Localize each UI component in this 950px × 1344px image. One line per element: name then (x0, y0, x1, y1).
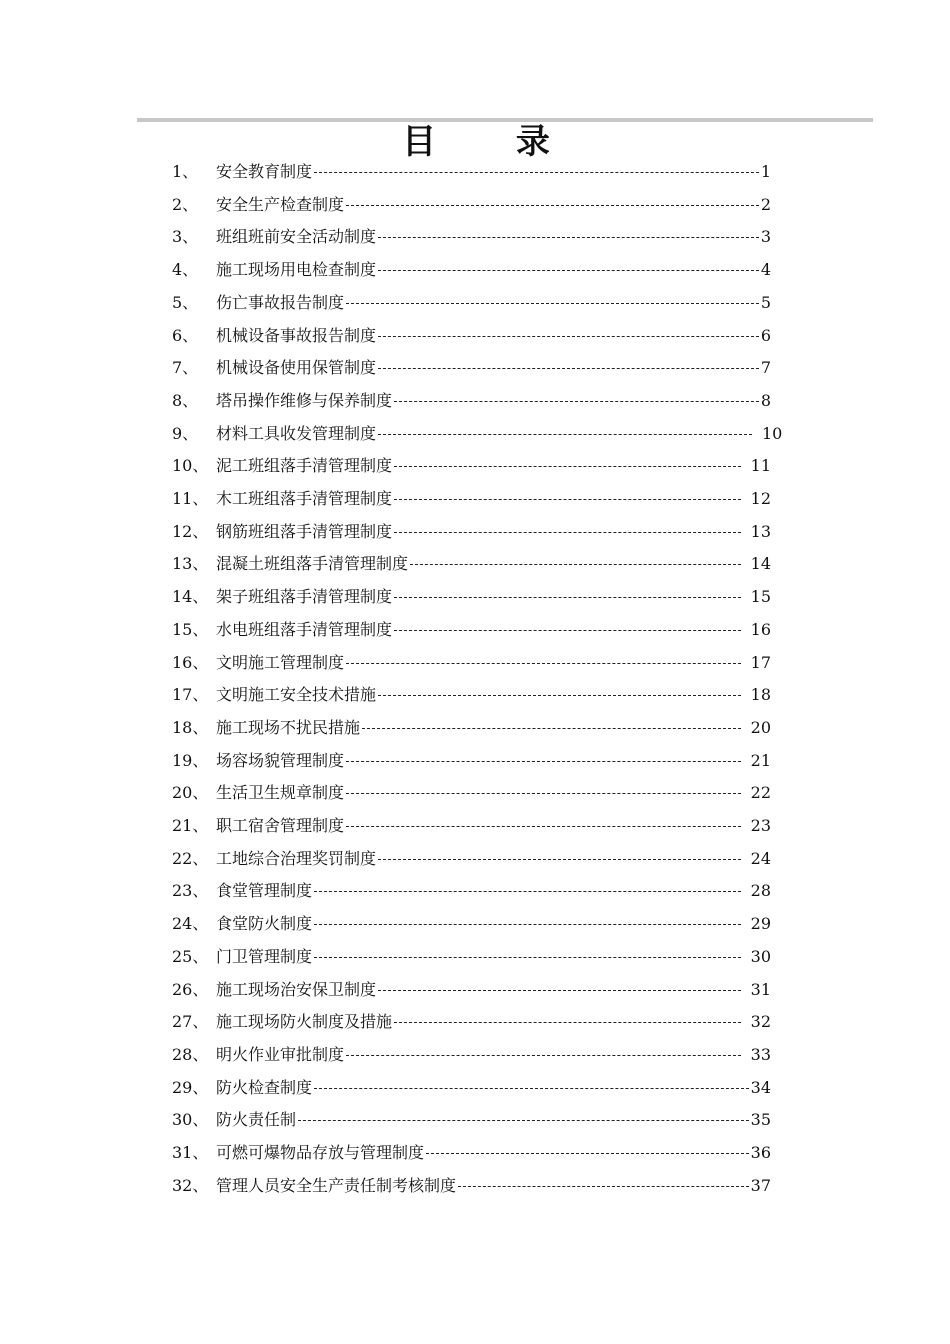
toc-entry-title: 文明施工管理制度 (216, 652, 345, 672)
toc-entry-title: 生活卫生规章制度 (216, 783, 345, 803)
toc-entry[interactable] (0, 810, 950, 842)
toc-entry-number: 2、 (172, 194, 199, 214)
toc-entry-title: 门卫管理制度 (216, 946, 313, 966)
toc-entry-title: 安全生产检查制度 (216, 194, 345, 214)
toc-entry-title: 材料工具收发管理制度 (216, 423, 377, 443)
toc-leader-line (378, 990, 741, 991)
toc-entry-title: 施工现场防火制度及措施 (216, 1012, 393, 1032)
toc-entry-title: 混凝土班组落手清管理制度 (216, 554, 409, 574)
toc-leader-line (378, 695, 741, 696)
toc-leader-line (346, 303, 759, 304)
toc-entry-title: 可燃可爆物品存放与管理制度 (216, 1143, 425, 1162)
toc-entry-number: 23、 (172, 881, 209, 901)
toc-entry-number: 28、 (172, 1044, 209, 1064)
toc-entry[interactable] (0, 647, 950, 679)
toc-leader-line (346, 205, 759, 206)
toc-entry-title: 安全教育制度 (216, 162, 313, 181)
toc-entry-number: 22、 (172, 848, 209, 868)
toc-entry[interactable] (0, 1072, 950, 1104)
toc-entry-title: 明火作业审批制度 (216, 1044, 345, 1064)
toc-entry-page: 28 (750, 881, 771, 901)
toc-entry[interactable] (0, 875, 950, 907)
toc-entry[interactable] (0, 320, 950, 352)
toc-entry-title: 职工宿舍管理制度 (216, 816, 345, 835)
toc-entry[interactable] (0, 712, 950, 744)
toc-entry-number: 24、 (172, 914, 209, 934)
toc-entry-page: 37 (750, 1175, 771, 1195)
toc-entry-number: 1、 (172, 162, 199, 181)
toc-entry-number: 20、 (172, 783, 209, 803)
toc-leader-line (378, 237, 759, 238)
toc-entry[interactable] (0, 777, 950, 809)
toc-entry-title: 机械设备使用保管制度 (216, 358, 377, 378)
toc-leader-line (298, 1120, 749, 1121)
toc-entry-page: 21 (750, 750, 771, 770)
toc-entry[interactable] (0, 679, 950, 711)
toc-entry-number: 18、 (172, 717, 209, 737)
toc-entry-page: 8 (760, 390, 771, 410)
toc-entry-page: 29 (750, 914, 771, 934)
toc-entry-title: 食堂防火制度 (216, 914, 313, 934)
toc-entry-page: 33 (750, 1044, 771, 1064)
toc-entry-page: 31 (750, 979, 771, 999)
toc-leader-line (314, 172, 759, 173)
toc-leader-line (362, 728, 741, 729)
toc-entry-number: 5、 (172, 292, 199, 312)
toc-leader-line (378, 270, 759, 271)
toc-entry-page: 17 (750, 652, 771, 672)
toc-entry-page: 18 (750, 685, 771, 705)
toc-entry-number: 12、 (172, 521, 209, 541)
toc-leader-line (410, 564, 741, 565)
toc-entry-page: 35 (750, 1110, 771, 1130)
toc-entry-page: 13 (750, 521, 771, 541)
toc-entry-title: 文明施工安全技术措施 (216, 685, 377, 705)
toc-entry-number: 6、 (172, 325, 199, 345)
toc-entry-title: 施工现场治安保卫制度 (216, 979, 377, 999)
toc-entry[interactable] (0, 221, 950, 253)
toc-entry[interactable] (0, 581, 950, 613)
toc-entry-number: 29、 (172, 1077, 209, 1097)
toc-leader-line (346, 663, 741, 664)
toc-entry-page: 2 (760, 194, 771, 214)
toc-entry[interactable] (0, 974, 950, 1006)
toc-entry-page: 36 (750, 1143, 771, 1162)
toc-entry-page: 6 (760, 325, 771, 345)
toc-entry-title: 工地综合治理奖罚制度 (216, 848, 377, 868)
toc-entry-title: 泥工班组落手清管理制度 (216, 456, 393, 476)
toc-entry-page: 30 (750, 946, 771, 966)
toc-leader-line (346, 761, 741, 762)
toc-entry-page: 7 (760, 358, 771, 378)
toc-entry[interactable] (0, 1104, 950, 1136)
toc-entry-page: 14 (750, 554, 771, 574)
toc-leader-line (378, 434, 752, 435)
toc-entry-title: 防火责任制 (216, 1110, 297, 1130)
toc-entry-page: 20 (750, 717, 771, 737)
toc-leader-line (346, 1055, 741, 1056)
toc-entry-number: 32、 (172, 1175, 209, 1195)
toc-leader-line (458, 1186, 749, 1187)
toc-entry[interactable] (0, 516, 950, 548)
toc-leader-line (394, 630, 741, 631)
toc-entry-title: 防火检查制度 (216, 1077, 313, 1097)
toc-entry-number: 14、 (172, 587, 209, 607)
toc-entry-page: 32 (750, 1012, 771, 1032)
toc-entry-number: 10、 (172, 456, 209, 476)
toc-leader-line (314, 924, 741, 925)
toc-entry-number: 27、 (172, 1012, 209, 1032)
toc-entry[interactable] (0, 450, 950, 482)
toc-entry[interactable] (0, 483, 950, 515)
toc-entry-title: 水电班组落手清管理制度 (216, 619, 393, 639)
toc-leader-line (314, 891, 741, 892)
toc-leader-line (394, 499, 741, 500)
toc-leader-line (394, 532, 741, 533)
toc-entry[interactable] (0, 548, 950, 580)
toc-entry-number: 17、 (172, 685, 209, 705)
toc-entry-number: 8、 (172, 390, 199, 410)
toc-entry-number: 21、 (172, 816, 209, 835)
toc-entry[interactable] (0, 1039, 950, 1071)
toc-entry-number: 3、 (172, 227, 199, 247)
toc-entry-number: 31、 (172, 1143, 209, 1162)
toc-entry-page: 15 (750, 587, 771, 607)
toc-entry-number: 9、 (172, 423, 199, 443)
toc-entry-title: 管理人员安全生产责任制考核制度 (216, 1175, 457, 1195)
toc-entry[interactable] (0, 189, 950, 221)
toc-entry[interactable] (0, 385, 950, 417)
toc-leader-line (394, 597, 741, 598)
toc-entry[interactable] (0, 843, 950, 875)
toc-entry[interactable] (0, 156, 950, 188)
toc-entry[interactable] (0, 287, 950, 319)
toc-entry-title: 机械设备事故报告制度 (216, 325, 377, 345)
toc-entry-title: 场容场貌管理制度 (216, 750, 345, 770)
toc-entry[interactable] (0, 254, 950, 286)
toc-leader-line (314, 1088, 749, 1089)
toc-entry-page: 12 (750, 489, 771, 508)
toc-leader-line (378, 859, 741, 860)
toc-entry-page: 34 (750, 1077, 771, 1097)
toc-entry-number: 15、 (172, 619, 209, 639)
toc-entry-title: 塔吊操作维修与保养制度 (216, 390, 393, 410)
toc-entry-title: 施工现场用电检查制度 (216, 260, 377, 280)
toc-entry[interactable] (0, 1006, 950, 1038)
toc-entry-page: 10 (762, 423, 783, 443)
toc-leader-line (346, 826, 741, 827)
toc-entry-number: 7、 (172, 358, 199, 378)
toc-entry[interactable] (0, 614, 950, 646)
toc-entry-page: 23 (750, 816, 771, 835)
toc-entry-page: 22 (750, 783, 771, 803)
toc-entry[interactable] (0, 745, 950, 777)
toc-entry-title: 架子班组落手清管理制度 (216, 587, 393, 607)
toc-entry-number: 26、 (172, 979, 209, 999)
toc-entry-number: 11、 (172, 489, 209, 508)
toc-entry-title: 班组班前安全活动制度 (216, 227, 377, 247)
toc-entry[interactable] (0, 1137, 950, 1169)
toc-leader-line (426, 1153, 749, 1154)
toc-entry[interactable] (0, 908, 950, 940)
page-title: 目 录 (402, 122, 584, 162)
toc-entry-title: 伤亡事故报告制度 (216, 292, 345, 312)
toc-entry-page: 11 (750, 456, 771, 476)
toc-leader-line (314, 957, 741, 958)
toc-entry-title: 食堂管理制度 (216, 881, 313, 901)
toc-leader-line (378, 336, 759, 337)
toc-entry-number: 4、 (172, 260, 199, 280)
toc-entry-number: 30、 (172, 1110, 209, 1130)
toc-entry-number: 16、 (172, 652, 209, 672)
toc-entry-title: 木工班组落手清管理制度 (216, 489, 393, 508)
toc-leader-line (394, 1022, 741, 1023)
toc-entry[interactable] (0, 352, 950, 384)
toc-entry-page: 1 (760, 162, 771, 181)
toc-entry[interactable] (0, 941, 950, 973)
toc-entry-number: 25、 (172, 946, 209, 966)
toc-entry-page: 5 (760, 292, 771, 312)
toc-leader-line (394, 401, 759, 402)
toc-entry-page: 4 (760, 260, 771, 280)
toc-leader-line (378, 368, 759, 369)
toc-entry-page: 16 (750, 619, 771, 639)
toc-entry-number: 19、 (172, 750, 209, 770)
toc-entry-page: 3 (760, 227, 771, 247)
toc-entry[interactable] (0, 418, 950, 450)
toc-entry-number: 13、 (172, 554, 209, 574)
toc-leader-line (394, 466, 741, 467)
toc-entry-title: 施工现场不扰民措施 (216, 717, 361, 737)
toc-entry-page: 24 (750, 848, 771, 868)
toc-entry-title: 钢筋班组落手清管理制度 (216, 521, 393, 541)
toc-leader-line (346, 793, 741, 794)
toc-entry[interactable] (0, 1170, 950, 1202)
